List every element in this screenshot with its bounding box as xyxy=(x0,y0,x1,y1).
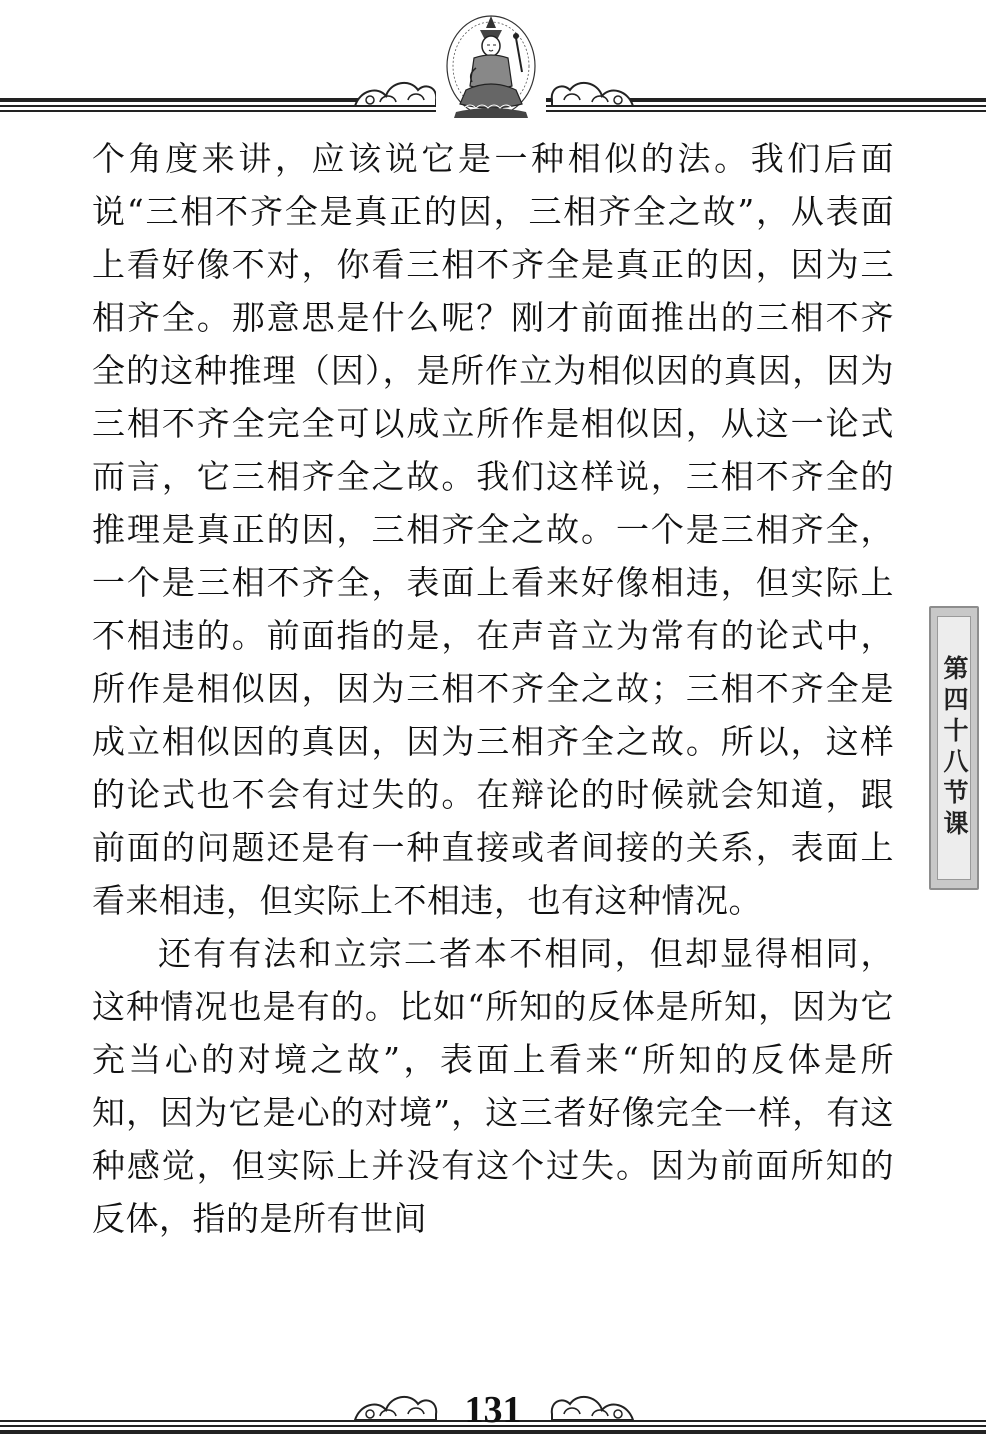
body-paragraph: 还有有法和立宗二者本不相同，但却显得相同，这种情况也是有的。比如“所知的反体是所知，因为它充当心的对境之故”，表面上看来“所知的反体是所知，因为它是心的对境”，这三者好像完全一样，有这种感觉，但实际上并没有这个过失。因为前面所知的反体，指的是所有世间 xyxy=(92,934,894,1238)
left-cloud-ornament-icon xyxy=(350,72,440,112)
page-body xyxy=(92,132,894,1245)
body-paragraph: 个角度来讲，应该说它是一种相似的法。我们后面说“三相不齐全是真正的因，三相齐全之故”，从表面上看好像不对，你看三相不齐全是真正的因，因为三相齐全。那意思是什么呢？刚才前面推出的三相不齐全的这种推理（因），是所作立为相似因的真因，因为三相不齐全完全可以成立所作是相似因，从这一论式而言，它三相齐全之故。我们这样说，三相不齐全的推理是真正的因，三相齐全之故。一个是三相齐全，一个是三相不齐全，表面上看来好像相违，但实际上不相违的。前面指的是，在声音立为常有的论式中，所作是相似因，因为三相不齐全之故；三相不齐全是成立相似因的真因，因为三相齐全之故。所以，这样的论式也不会有过失的。在辩论的时候就会知道，跟前面的问题还是有一种直接或者间接的关系，表面上看来相违，但实际上不相违，也有这种情况。 xyxy=(92,139,894,920)
chapter-side-tab xyxy=(929,606,979,890)
buddha-figure-icon xyxy=(436,8,546,120)
page-header xyxy=(0,0,986,130)
page-number: 131 xyxy=(464,1389,522,1431)
left-footer-cloud-icon xyxy=(350,1386,440,1426)
right-cloud-ornament-icon xyxy=(548,72,638,112)
right-footer-cloud-icon xyxy=(548,1386,638,1426)
chapter-side-tab-label: 第四十八节课 xyxy=(937,616,971,880)
